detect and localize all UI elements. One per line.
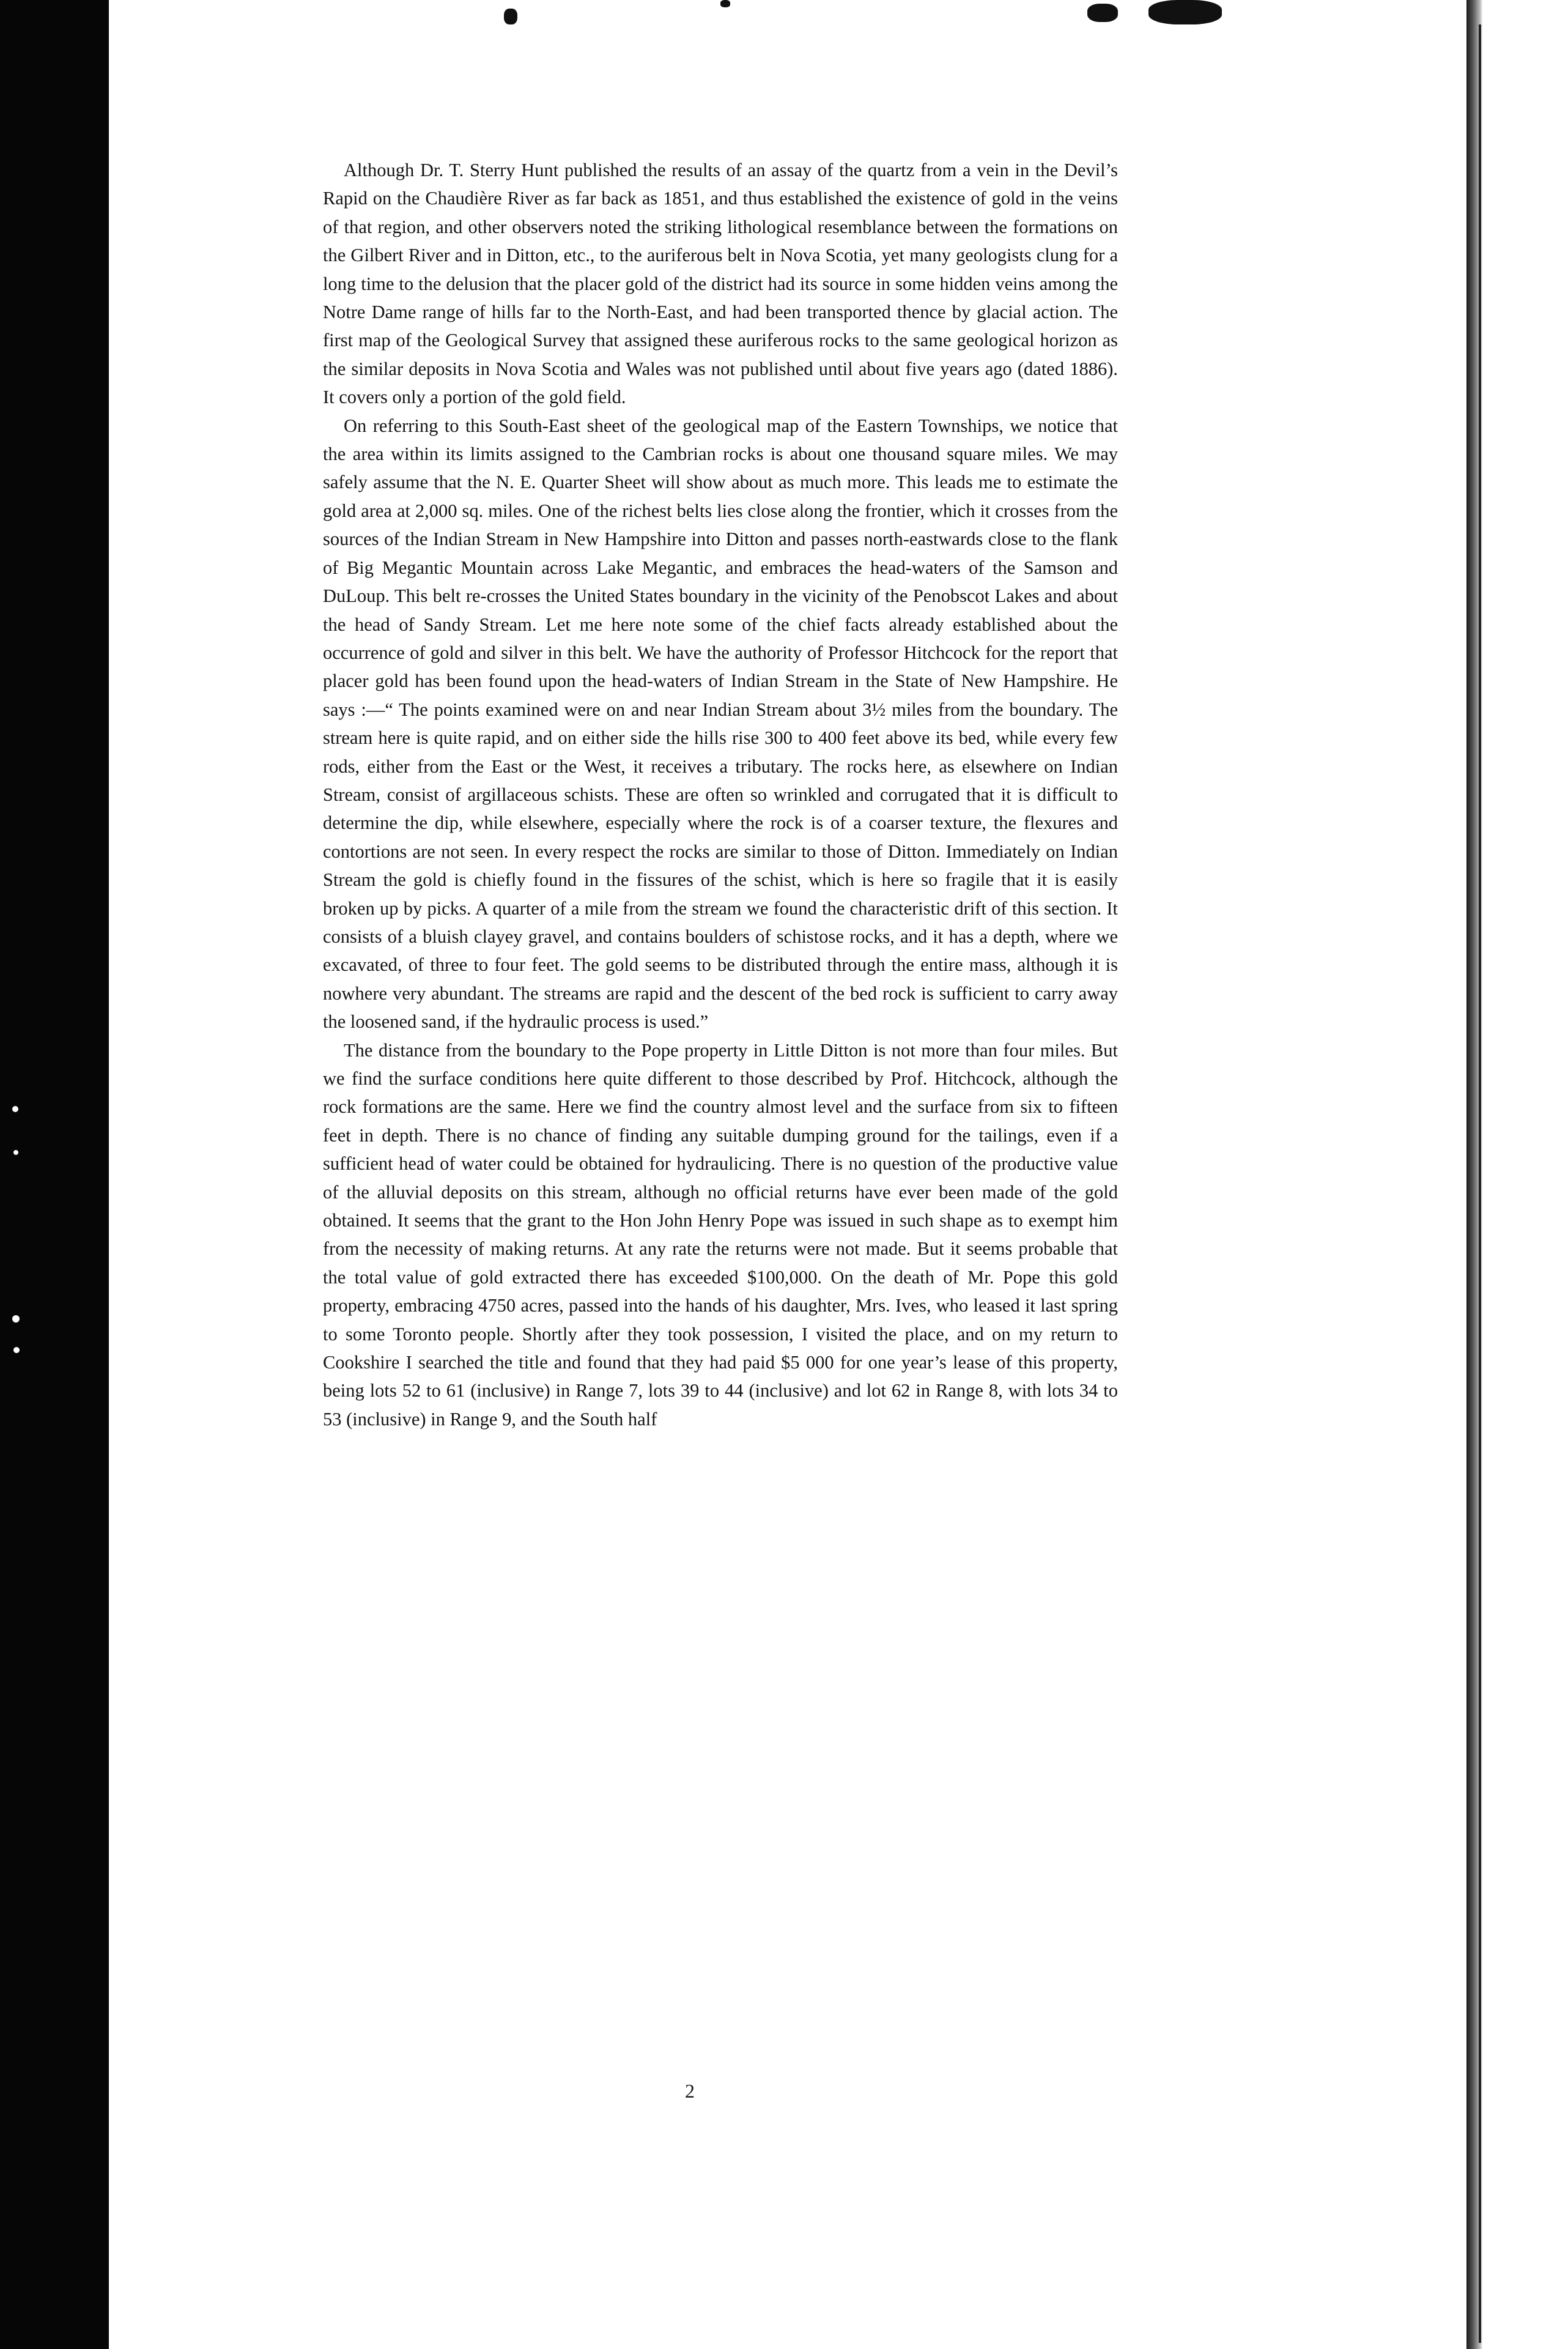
paragraph-1: Although Dr. T. Sterry Hunt published the results of an assay of the quartz from a vein in the Devil’s Rapid on the Chaudière River as far back as 1851, and thus established the existence of gold in the veins of that region, and other observers noted the striking lithological resemblance between the formations on the Gilbert River and in Ditton, etc., to the auriferous belt in Nova Scotia, yet many geologists clung for a long time to the delusion that the placer gold of the district had its source in some hidden veins among the Notre Dame range of hills far to the North-East, and had been transported thence by glacial action. The first map of the Geological Survey that assigned these auriferous rocks to the same geological horizon as the similar deposits in Nova Scotia and Wales was not published until about five years ago (dated 1886). It covers only a portion of the gold field. bbox=[323, 160, 1118, 408]
document-page bbox=[109, 37, 1466, 2349]
scan-artifact bbox=[12, 1106, 18, 1112]
right-scan-border bbox=[1466, 0, 1568, 2349]
scan-artifact bbox=[13, 1347, 20, 1353]
scan-artifact bbox=[1148, 0, 1222, 24]
top-scan-border bbox=[109, 0, 1568, 39]
scan-artifact bbox=[1087, 4, 1118, 22]
paragraph-3: The distance from the boundary to the Pope property in Little Ditton is not more than four miles. But we find the surface conditions here quite different to those described by Prof. Hitchcock, although the rock formations are the same. Here we find the country almost level and the surface from six to fifteen feet in depth. There is no chance of finding any suitable dumping ground for the tailings, even if a sufficient head of water could be obtained for hydraulicing. There is no question of the productive value of the alluvial deposits on this stream, although no official returns have ever been made of the gold obtained. It seems that the grant to the Hon John Henry Pope was issued in such shape as to exempt him from the necessity of making returns. At any rate the returns were not made. But it seems probable that the total value of gold extracted there has exceeded $100,000. On the death of Mr. Pope this gold property, embracing 4750 acres, passed into the hands of his daughter, Mrs. Ives, who leased it last spring to some Toronto people. Shortly after they took possession, I visited the place, and on my return to Cookshire I searched the title and found that they had paid $5 000 for one year’s lease of this property, being lots 52 to 61 (inclusive) in Range 7, lots 39 to 44 (inclusive) and lot 62 in Range 8, with lots 34 to 53 (inclusive) in Range 9, and the South half bbox=[323, 1039, 1118, 1430]
scan-artifact bbox=[720, 0, 730, 7]
scan-artifact bbox=[504, 9, 517, 24]
left-scan-border bbox=[0, 0, 109, 2349]
body-text bbox=[323, 156, 1118, 1433]
paragraph-2: On referring to this South-East sheet of the geological map of the Eastern Townships, we notice that the area within its limits assigned to the Cambrian rocks is about one thousand square miles. We may safely assume that the N. E. Quarter Sheet will show about as much more. This leads me to estimate the gold area at 2,000 sq. miles. One of the richest belts lies close along the frontier, which it crosses from the sources of the Indian Stream in New Hampshire into Ditton and passes north-eastwards close to the flank of Big Megantic Mountain across Lake Megantic, and embraces the head-waters of the Samson and DuLoup. This belt re-crosses the United States boundary in the vicinity of the Penobscot Lakes and about the head of Sandy Stream. Let me here note some of the chief facts already established about the occurrence of gold and silver in this belt. We have the authority of Professor Hitchcock for the report that placer gold has been found upon the head-waters of Indian Stream in the State of New Hampshire. He says :—“ The points examined were on and near Indian Stream about 3½ miles from the boundary. The stream here is quite rapid, and on either side the hills rise 300 to 400 feet above its bed, while every few rods, either from the East or the West, it receives a tributary. The rocks here, as elsewhere on Indian Stream, consist of argillaceous schists. These are often so wrinkled and corrugated that it is difficult to determine the dip, while elsewhere, especially where the rock is of a coarser texture, the flexures and contortions are not seen. In every respect the rocks are similar to those of Ditton. Immediately on Indian Stream the gold is chiefly found in the fissures of the schist, which is here so fragile that it is easily broken up by picks. A quarter of a mile from the stream we found the characteristic drift of this section. It consists of a bluish clayey gravel, and contains boulders of schistose rocks, and it has a depth, where we excavated, of three to four feet. The gold seems to be distributed through the entire mass, although it is nowhere very abundant. The streams are rapid and the descent of the bed rock is sufficient to carry away the loosened sand, if the hydraulic process is used.” bbox=[323, 415, 1118, 1033]
page-number: 2 bbox=[685, 2080, 695, 2102]
page-edge-line bbox=[1479, 24, 1481, 2343]
scan-artifact bbox=[13, 1150, 18, 1155]
scan-artifact bbox=[12, 1315, 20, 1323]
